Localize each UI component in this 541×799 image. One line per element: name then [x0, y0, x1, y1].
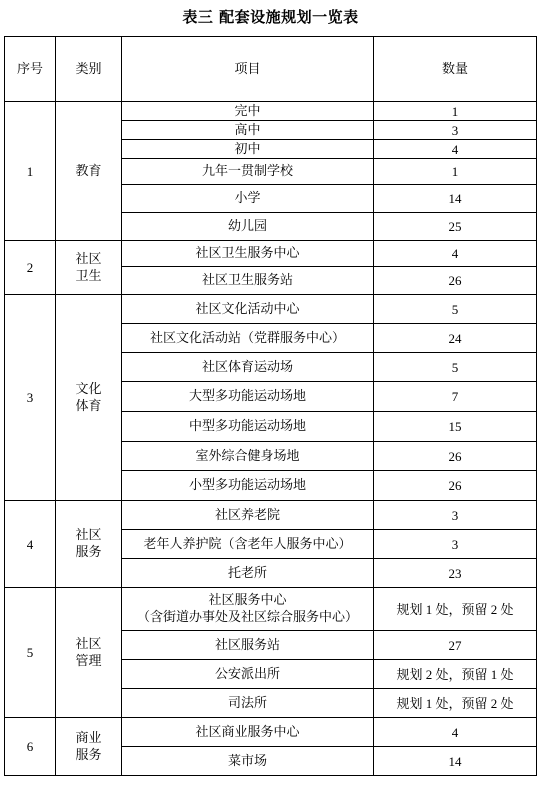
item-line: 社区服务中心	[208, 593, 287, 608]
quantity-cell: 4	[374, 140, 537, 159]
quantity-cell: 23	[374, 559, 537, 588]
quantity-cell: 规划 1 处，预留 2 处	[374, 689, 537, 718]
quantity-cell: 4	[374, 241, 537, 267]
category-line: 文化	[75, 381, 102, 397]
table-row	[5, 241, 537, 267]
item-cell: 高中	[122, 121, 374, 140]
header-category: 类别	[56, 37, 122, 102]
table-row	[5, 501, 537, 530]
quantity-cell: 15	[374, 412, 537, 442]
category-line: 卫生	[75, 268, 102, 284]
item-cell: 社区商业服务中心	[122, 718, 374, 747]
item-cell	[122, 588, 374, 631]
quantity-cell: 1	[374, 102, 537, 121]
item-cell: 幼儿园	[122, 213, 374, 241]
table-title: 表三 配套设施规划一览表	[182, 8, 359, 26]
table-row	[5, 588, 537, 631]
header-item: 项目	[122, 37, 374, 102]
item-cell: 社区服务站	[122, 631, 374, 660]
item-cell: 室外综合健身场地	[122, 442, 374, 471]
quantity-cell: 5	[374, 295, 537, 324]
item-cell: 菜市场	[122, 747, 374, 776]
category-cell	[56, 102, 122, 241]
quantity-cell: 4	[374, 718, 537, 747]
table-row	[5, 718, 537, 747]
category-line: 社区	[75, 636, 102, 652]
item-cell: 大型多功能运动场地	[122, 382, 374, 412]
quantity-cell: 3	[374, 121, 537, 140]
category-cell	[56, 295, 122, 501]
category-cell	[56, 588, 122, 718]
item-cell: 托老所	[122, 559, 374, 588]
item-cell: 社区文化活动中心	[122, 295, 374, 324]
item-cell: 社区养老院	[122, 501, 374, 530]
category-line: 社区	[75, 251, 102, 267]
item-cell: 社区体育运动场	[122, 353, 374, 382]
quantity-cell: 25	[374, 213, 537, 241]
table-row	[5, 295, 537, 324]
header-row	[5, 37, 537, 102]
seq-cell: 4	[5, 501, 56, 588]
category-line: 商业	[75, 730, 102, 746]
quantity-cell: 1	[374, 159, 537, 185]
facility-plan-table	[4, 36, 537, 776]
category-line: 服务	[75, 747, 102, 763]
category-cell	[56, 718, 122, 776]
seq-cell: 6	[5, 718, 56, 776]
category-line: 社区	[75, 528, 102, 543]
item-cell: 完中	[122, 102, 374, 121]
item-cell: 司法所	[122, 689, 374, 718]
category-line: 体育	[75, 398, 102, 414]
quantity-cell: 26	[374, 442, 537, 471]
quantity-cell: 24	[374, 324, 537, 353]
item-cell: 小型多功能运动场地	[122, 471, 374, 501]
quantity-cell: 14	[374, 747, 537, 776]
table-row	[5, 102, 537, 121]
category-cell	[56, 241, 122, 295]
quantity-cell: 3	[374, 501, 537, 530]
quantity-cell: 7	[374, 382, 537, 412]
category-line: 管理	[75, 653, 102, 669]
item-cell: 公安派出所	[122, 660, 374, 689]
item-cell: 老年人养护院（含老年人服务中心）	[122, 530, 374, 559]
table-body	[5, 102, 537, 776]
seq-cell: 1	[5, 102, 56, 241]
category-cell	[56, 501, 122, 588]
quantity-cell: 26	[374, 471, 537, 501]
quantity-cell: 5	[374, 353, 537, 382]
seq-cell: 3	[5, 295, 56, 501]
item-cell: 社区卫生服务中心	[122, 241, 374, 267]
item-cell: 社区文化活动站（党群服务中心）	[122, 324, 374, 353]
item-line: （含街道办事处及社区综合服务中心）	[136, 610, 358, 625]
seq-cell: 2	[5, 241, 56, 295]
item-cell: 九年一贯制学校	[122, 159, 374, 185]
quantity-cell: 14	[374, 185, 537, 213]
header-quantity: 数量	[374, 37, 537, 102]
item-cell: 初中	[122, 140, 374, 159]
quantity-cell: 3	[374, 530, 537, 559]
seq-cell: 5	[5, 588, 56, 718]
quantity-cell: 27	[374, 631, 537, 660]
item-cell: 中型多功能运动场地	[122, 412, 374, 442]
header-seq: 序号	[5, 37, 56, 102]
item-cell: 社区卫生服务站	[122, 267, 374, 295]
quantity-cell: 规划 1 处，预留 2 处	[374, 588, 537, 631]
category-line: 教育	[75, 163, 102, 179]
item-cell: 小学	[122, 185, 374, 213]
quantity-cell: 26	[374, 267, 537, 295]
category-line: 服务	[75, 545, 102, 560]
quantity-cell: 规划 2 处，预留 1 处	[374, 660, 537, 689]
